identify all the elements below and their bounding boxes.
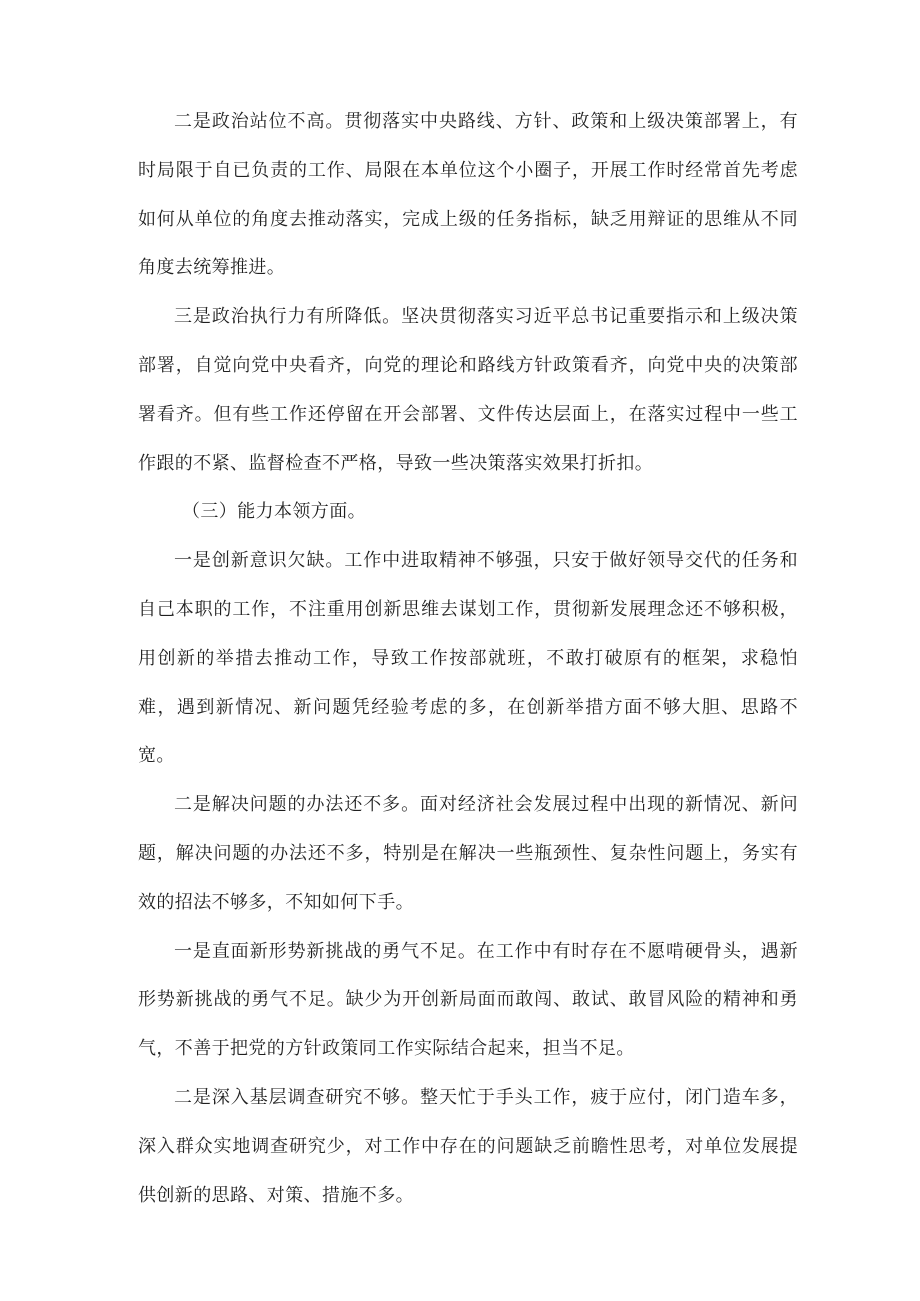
document-body [138,98,798,1220]
section-heading-ability: （三）能力本领方面。 [182,501,366,523]
paragraph-political-stance: 二是政治站位不高。贯彻落实中央路线、方针、政策和上级决策部署上，有时局限于自已负责的工作、局限在本单位这个小圈子，开展工作时经常首先考虑如何从单位的角度去推动落实，完成上级的任务指标，缺乏用辩证的思维从不同角度去统筹推进。 [138,111,798,279]
paragraph-courage: 一是直面新形势新挑战的勇气不足。在工作中有时存在不愿啃硬骨头，遇新形势新挑战的勇气不足。缺少为开创新局面而敢闯、敢试、敢冒风险的精神和勇气，不善于把党的方针政策同工作实际结合起来，担当不足。 [138,940,798,1060]
paragraph-innovation-awareness: 一是创新意识欠缺。工作中进取精神不够强，只安于做好领导交代的任务和自己本职的工作，不注重用创新思维去谋划工作，贯彻新发展理念还不够积极，用创新的举措去推动工作，导致工作按部就班，不敢打破原有的框架，求稳怕难，遇到新情况、新问题凭经验考虑的多，在创新举措方面不够大胆、思路不宽。 [138,550,798,767]
paragraph-problem-solving: 二是解决问题的办法还不多。面对经济社会发展过程中出现的新情况、新问题，解决问题的办法还不多，特别是在解决一些瓶颈性、复杂性问题上，务实有效的招法不够多，不知如何下手。 [138,794,798,913]
paragraph-political-execution: 三是政治执行力有所降低。坚决贯彻落实习近平总书记重要指示和上级决策部署，自觉向党中央看齐，向党的理论和路线方针政策看齐，向党中央的决策部署看齐。但有些工作还停留在开会部署、文件传达层面上，在落实过程中一些工作跟的不紧、监督检查不严格，导致一些决策落实效果打折扣。 [138,306,798,474]
paragraph-grassroots-research: 二是深入基层调查研究不够。整天忙于手头工作，疲于应付，闭门造车多，深入群众实地调查研究少，对工作中存在的问题缺乏前瞻性思考，对单位发展提供创新的思路、对策、措施不多。 [138,1086,798,1206]
